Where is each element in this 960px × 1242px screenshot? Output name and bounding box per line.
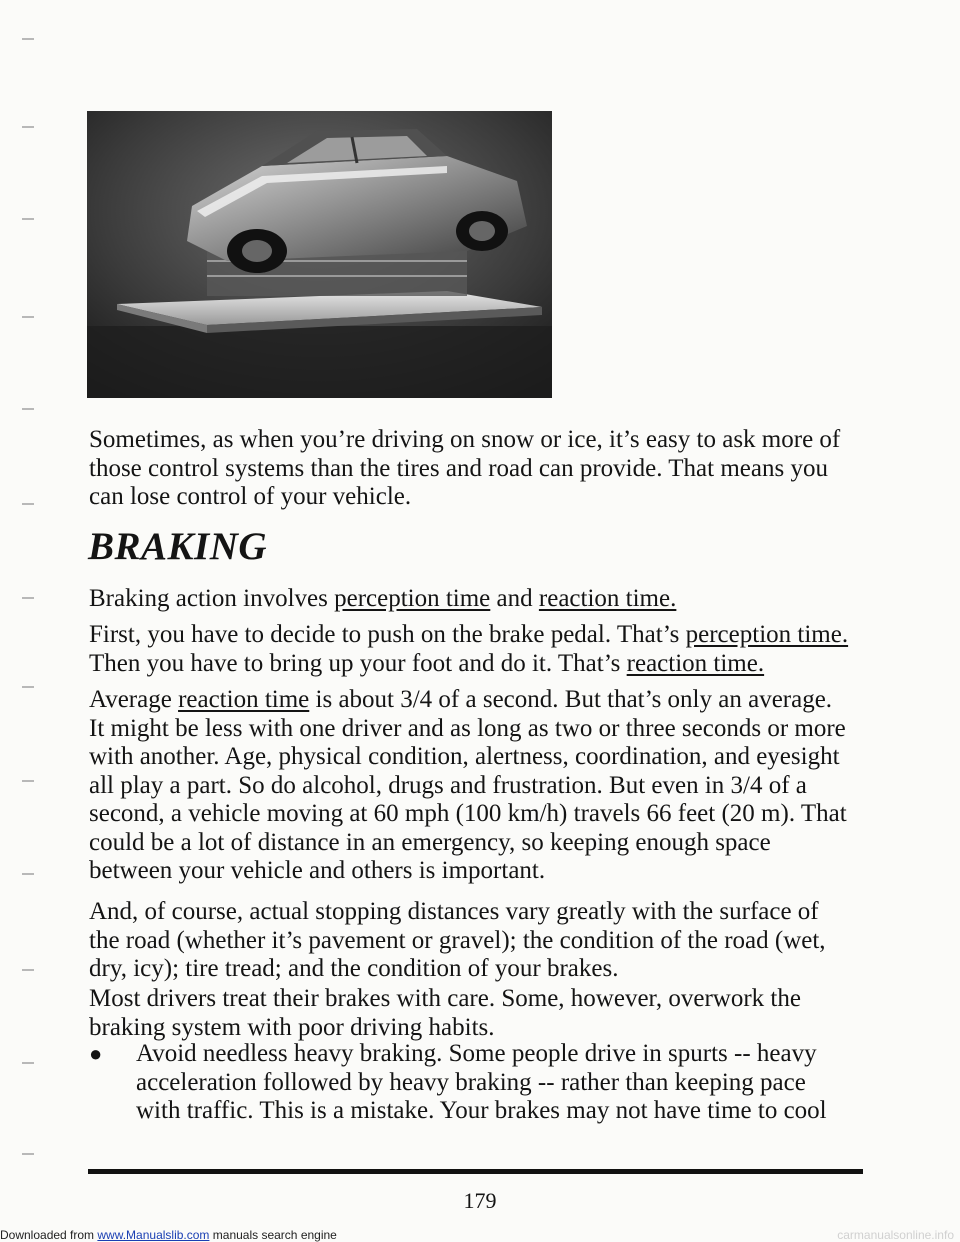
text-run: is about 3/4 of a second. But that’s only an average. It might be less with one driver and as long as two or three seconds or more with another. Age, physical condition, alertness, coordination, and eyesight all play a part. So do alcohol, drugs and frustration. But even in 3/4 of a second, a vehicle moving at 60 mph (100 km/h) travels 66 feet (20 m). That could be a lot of distance in an emergency, so keeping enough space between your vehicle and others is important. xyxy=(89,686,847,884)
margin-tick xyxy=(22,780,34,782)
definition-paragraph xyxy=(89,621,849,678)
footer-prefix: Downloaded from xyxy=(0,1228,98,1242)
intro-paragraph: Sometimes, as when you’re driving on snow or ice, it’s easy to ask more of those control systems than the tires and road can provide. That means you can lose control of your vehicle. xyxy=(89,426,841,510)
footer-rule xyxy=(88,1169,863,1174)
margin-tick xyxy=(22,126,34,128)
footer-suffix: manuals search engine xyxy=(209,1228,337,1242)
reaction-time-term: reaction time. xyxy=(538,585,677,612)
margin-tick xyxy=(22,686,34,688)
margin-tick xyxy=(22,1153,34,1155)
reaction-time-term: reaction time xyxy=(178,686,310,713)
margin-tick xyxy=(22,408,34,410)
margin-tick xyxy=(22,597,34,599)
margin-tick xyxy=(22,969,34,971)
text-run: First, you have to decide to push on the brake pedal. That’s xyxy=(89,621,686,648)
brake-care-paragraph: Most drivers treat their brakes with care. Some, however, overwork the braking system with poor driving habits. xyxy=(89,985,801,1041)
watermark: carmanualsonline.info xyxy=(837,1228,954,1242)
bullet-text: Avoid needless heavy braking. Some people drive in spurts -- heavy acceleration followed by heavy braking -- rather than keeping pace with traffic. This is a mistake. Your brakes may not have time to cool xyxy=(136,1040,827,1124)
manualslib-link[interactable]: www.Manualslib.com xyxy=(97,1228,210,1242)
margin-tick xyxy=(22,218,34,220)
text-run: Average xyxy=(89,686,179,713)
margin-marks xyxy=(0,0,40,1242)
download-footer xyxy=(0,1228,337,1242)
text-run: and xyxy=(490,585,539,612)
text-run: Then you have to bring up your foot and do it. That’s xyxy=(89,649,627,677)
margin-tick xyxy=(22,38,34,40)
reaction-time-term: reaction time. xyxy=(626,649,765,677)
text-run: Braking action involves xyxy=(89,585,335,612)
perception-time-term: perception time xyxy=(334,585,491,612)
margin-tick xyxy=(22,873,34,875)
bullet-icon: ● xyxy=(89,1041,103,1066)
average-reaction-paragraph xyxy=(89,686,849,886)
car-on-slab-photo xyxy=(87,111,552,398)
section-heading: BRAKING xyxy=(88,525,268,568)
page-number: 179 xyxy=(463,1188,497,1213)
margin-tick xyxy=(22,1062,34,1064)
margin-tick xyxy=(22,316,34,318)
braking-action-paragraph xyxy=(89,585,849,614)
perception-time-term: perception time. xyxy=(685,621,849,648)
stopping-distance-paragraph: And, of course, actual stopping distances vary greatly with the surface of the road (whether it’s pavement or gravel); the condition of the road (wet, dry, icy); tire tread; and the condition of your brakes. xyxy=(89,898,826,982)
margin-tick xyxy=(22,503,34,505)
